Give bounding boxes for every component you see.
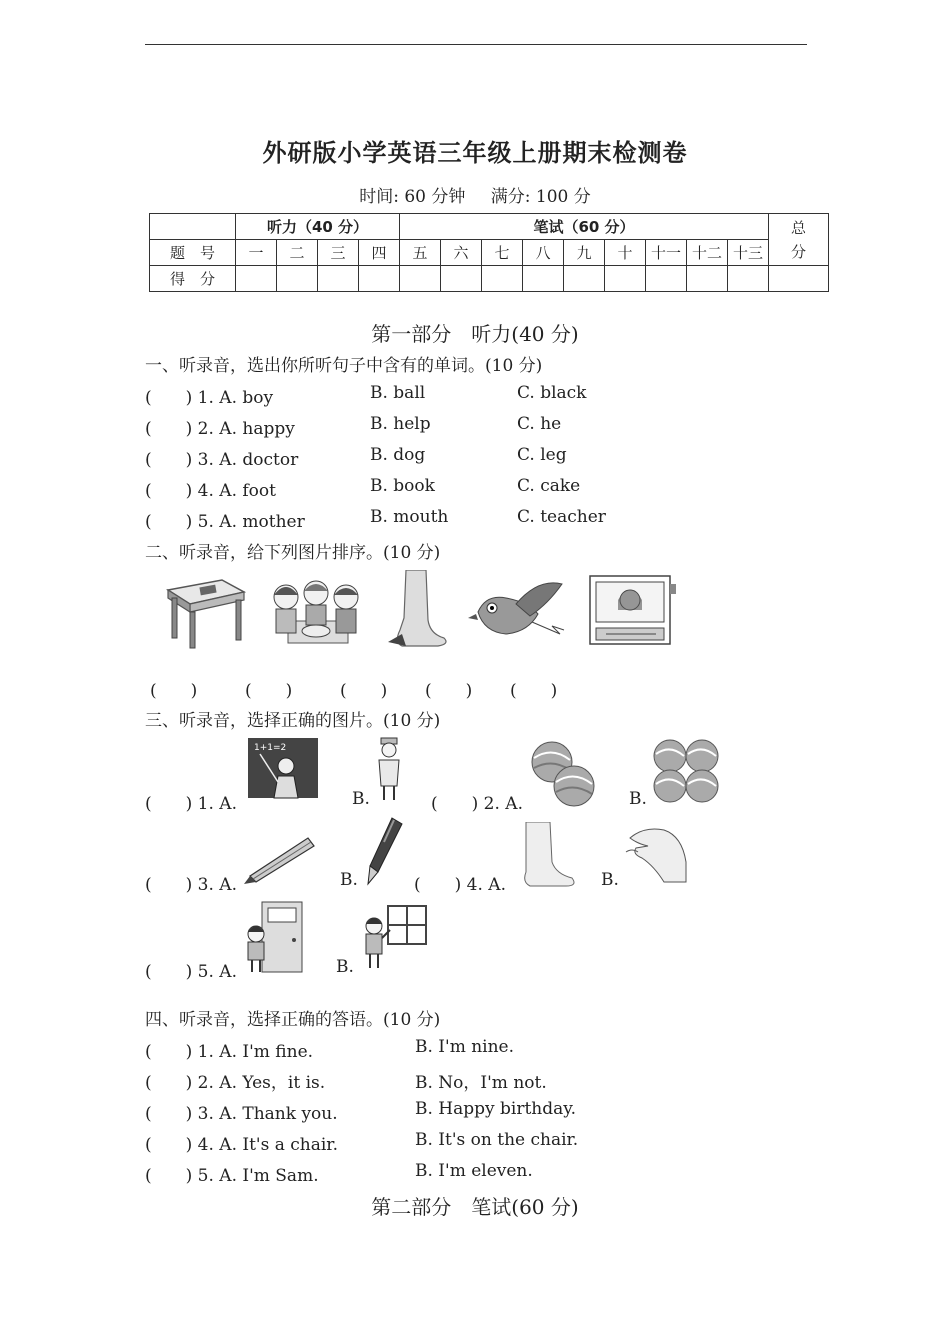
score-cell bbox=[728, 266, 769, 292]
question-number: 十 bbox=[605, 240, 646, 266]
s3-option-b: B. bbox=[629, 789, 647, 809]
option-b: B. No，I'm not. bbox=[415, 1073, 547, 1093]
exam-full-score: 满分: 100 分 bbox=[490, 187, 591, 207]
foot-picture bbox=[378, 570, 454, 648]
s3-question-5: ( ) 5. A. bbox=[145, 962, 237, 982]
option-c: C. teacher bbox=[517, 507, 606, 527]
option-b: B. It's on the chair. bbox=[415, 1130, 579, 1150]
section-1-title: 一、听录音，选出你所听句子中含有的单词。(10 分) bbox=[145, 356, 543, 376]
score-cell bbox=[400, 266, 441, 292]
option-b: B. ball bbox=[370, 383, 426, 403]
exam-info bbox=[0, 182, 950, 207]
birthday-children-picture bbox=[268, 575, 364, 647]
option-a: ( ) 1. A. I'm fine. bbox=[145, 1042, 314, 1062]
table-corner bbox=[150, 214, 236, 240]
question-number: 七 bbox=[482, 240, 523, 266]
question-number: 一 bbox=[236, 240, 277, 266]
boy-door-picture bbox=[242, 900, 308, 974]
total-header bbox=[769, 214, 829, 266]
option-a: ( ) 4. A. It's a chair. bbox=[145, 1135, 338, 1155]
question-number: 十三 bbox=[728, 240, 769, 266]
score-cell bbox=[687, 266, 728, 292]
option-b: B. mouth bbox=[370, 507, 449, 527]
score-cell bbox=[277, 266, 318, 292]
question-number: 三 bbox=[318, 240, 359, 266]
item-question: ( ) 2. A. happy bbox=[145, 419, 295, 439]
s3-question-1: ( ) 1. A. bbox=[145, 794, 237, 814]
page-title: 外研版小学英语三年级上册期末检测卷 bbox=[262, 138, 688, 167]
two-balls-picture bbox=[528, 738, 598, 808]
teacher-blackboard-picture bbox=[246, 736, 320, 804]
question-number: 八 bbox=[523, 240, 564, 266]
nurse-picture bbox=[373, 736, 405, 804]
order-blank-1[interactable]: ( ) bbox=[150, 681, 198, 701]
question-number: 十一 bbox=[646, 240, 687, 266]
s3-option-b: B. bbox=[340, 870, 358, 890]
item-question: ( ) 3. A. doctor bbox=[145, 450, 299, 470]
section-3-title: 三、听录音，选择正确的图片。(10 分) bbox=[145, 711, 441, 731]
option-b: B. dog bbox=[370, 445, 426, 465]
part-two-heading: 第二部分 笔试(60 分) bbox=[371, 1195, 579, 1219]
hand-picture bbox=[624, 822, 688, 884]
header-rule bbox=[145, 44, 807, 45]
question-number: 四 bbox=[359, 240, 400, 266]
option-a: ( ) 2. A. Yes，it is. bbox=[145, 1073, 326, 1093]
s3-question-2: ( ) 2. A. bbox=[431, 794, 523, 814]
option-c: C. he bbox=[517, 414, 562, 434]
score-cell bbox=[482, 266, 523, 292]
s3-option-b: B. bbox=[601, 870, 619, 890]
score-cell bbox=[236, 266, 277, 292]
row-label-score: 得 分 bbox=[150, 266, 236, 292]
s3-option-b: B. bbox=[352, 789, 370, 809]
item-question: ( ) 1. A. boy bbox=[145, 388, 274, 408]
order-blank-2[interactable]: ( ) bbox=[245, 681, 293, 701]
option-b: B. I'm nine. bbox=[415, 1037, 515, 1057]
score-cell bbox=[441, 266, 482, 292]
order-blank-4[interactable]: ( ) bbox=[425, 681, 473, 701]
bird-picture bbox=[468, 576, 566, 646]
option-c: C. leg bbox=[517, 445, 567, 465]
question-number: 十二 bbox=[687, 240, 728, 266]
score-cell bbox=[769, 266, 829, 292]
item-question: ( ) 4. A. foot bbox=[145, 481, 276, 501]
score-cell bbox=[523, 266, 564, 292]
writing-header: 笔试（60 分） bbox=[400, 214, 769, 240]
bus-driver-picture bbox=[586, 570, 680, 648]
s3-question-3: ( ) 3. A. bbox=[145, 875, 237, 895]
exam-time: 时间: 60 分钟 bbox=[359, 187, 466, 207]
desk-picture bbox=[160, 572, 250, 652]
option-a: ( ) 3. A. Thank you. bbox=[145, 1104, 338, 1124]
question-number: 二 bbox=[277, 240, 318, 266]
four-balls-picture bbox=[652, 738, 724, 806]
option-b: B. book bbox=[370, 476, 435, 496]
item-question: ( ) 5. A. mother bbox=[145, 512, 305, 532]
option-c: C. cake bbox=[517, 476, 581, 496]
option-b: B. I'm eleven. bbox=[415, 1161, 533, 1181]
question-number: 九 bbox=[564, 240, 605, 266]
option-c: C. black bbox=[517, 383, 587, 403]
total-header-top: 总 bbox=[790, 218, 806, 237]
score-cell bbox=[318, 266, 359, 292]
score-cell bbox=[646, 266, 687, 292]
question-number: 五 bbox=[400, 240, 441, 266]
row-label-number: 题 号 bbox=[150, 240, 236, 266]
order-blank-3[interactable]: ( ) bbox=[340, 681, 388, 701]
score-table bbox=[149, 213, 829, 292]
pen-picture bbox=[362, 816, 406, 886]
question-number: 六 bbox=[441, 240, 482, 266]
option-a: ( ) 5. A. I'm Sam. bbox=[145, 1166, 319, 1186]
score-cell bbox=[359, 266, 400, 292]
foot-picture-small bbox=[518, 822, 580, 888]
option-b: B. Happy birthday. bbox=[415, 1099, 577, 1119]
score-cell bbox=[605, 266, 646, 292]
listening-header: 听力（40 分） bbox=[236, 214, 400, 240]
pencil-picture bbox=[244, 832, 320, 884]
s3-option-b: B. bbox=[336, 957, 354, 977]
order-blank-5[interactable]: ( ) bbox=[510, 681, 558, 701]
blackboard-text: 1+1=2 bbox=[254, 743, 287, 753]
part-one-heading: 第一部分 听力(40 分) bbox=[371, 322, 579, 346]
boy-window-picture bbox=[358, 904, 428, 974]
option-b: B. help bbox=[370, 414, 431, 434]
section-4-title: 四、听录音，选择正确的答语。(10 分) bbox=[145, 1010, 441, 1030]
score-cell bbox=[564, 266, 605, 292]
s3-question-4: ( ) 4. A. bbox=[414, 875, 506, 895]
total-header-bottom: 分 bbox=[790, 242, 806, 261]
section-2-title: 二、听录音，给下列图片排序。(10 分) bbox=[145, 543, 441, 563]
